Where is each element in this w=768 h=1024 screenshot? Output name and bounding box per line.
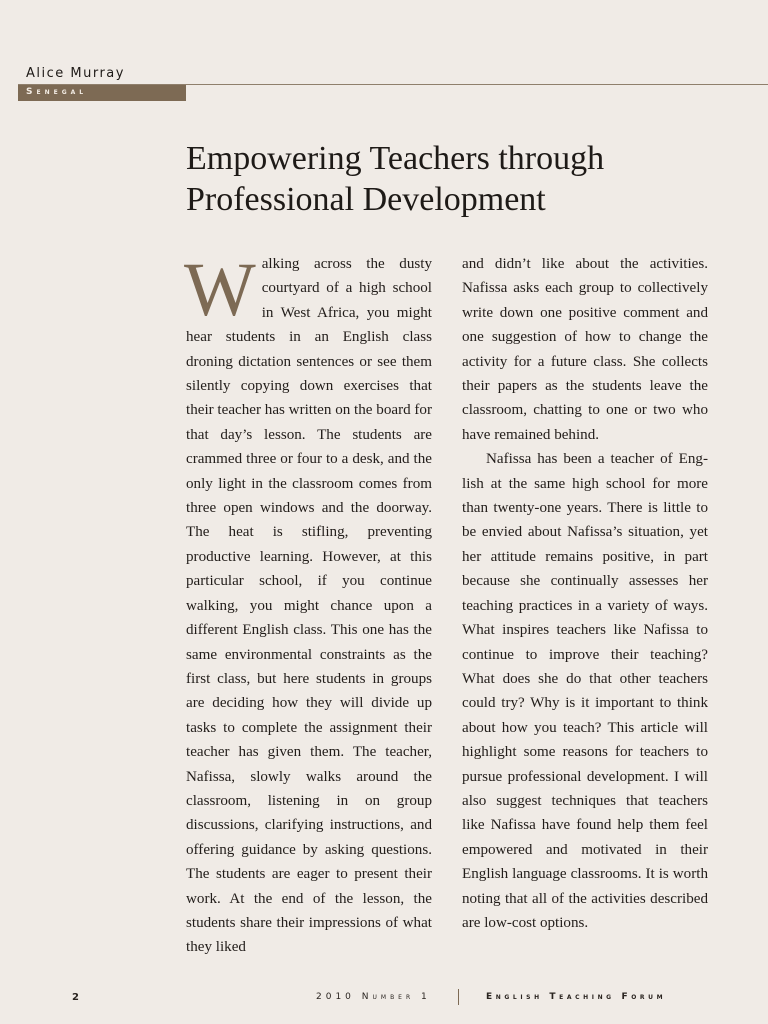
author-name: Alice Murray (26, 66, 125, 81)
left-column-text: alking across the dusty courtyard of a high school in West Africa, you might hear students in an English class droning dictation sentences or see them silently copying down exercises that their teacher has written on the board for that day’s lesson. The students are crammed three or four to a desk, and the only light in the classroom comes from three open windows and the doorway. The heat is stifling, preventing productive learning. However, at this particular school, if you continue walking, you might chance upon a different English class. This one has the same environmental constraints as the first class, but here students in groups are deciding how they will divide up tasks to complete the assignment their teacher has given them. The teacher, Nafissa, slowly walks around the classroom, listening in on group discussions, clarifying instructions, and offering guidance by asking questions. The students are eager to present their work. At the end of the lesson, the students share their impressions of what they liked (186, 256, 433, 956)
drop-cap: W (184, 248, 256, 332)
left-column (184, 248, 433, 960)
right-column-paragraph-2: Nafissa has been a teacher of English at the same high school for more than twenty-one years. There is little to be envied about Nafissa’s situation, yet her attitude remains positive, in part because she continually assesses her teaching practices in a variety of ways. What inspires teachers like Nafissa to continue to improve their teaching? What does she do that other teachers could try? Why is it important to think about how you teach? This article will highlight some reasons for teachers to pursue professional development. I will also suggest techniques that teachers like Nafissa have found help them feel empowered and motivated in their English language classrooms. It is worth noting that all of the activities described are low-cost options. (462, 451, 708, 931)
article-title: Empowering Teachers through Professional Development (186, 140, 605, 218)
intro-paragraph (184, 248, 433, 960)
footer-divider (458, 989, 459, 1005)
right-column (462, 252, 708, 935)
country-label: Senegal (26, 87, 88, 97)
country-banner (18, 85, 186, 101)
page-number: 2 (72, 992, 79, 1003)
right-column-paragraph-1: and didn’t like about the activities. Nafissa asks each group to collectively write down one positive comment and one suggestion of how to change the activity for a future class. She collects their papers as the students leave the classroom, chatting to one or two who have remained behind. (462, 256, 708, 443)
journal-name: English Teaching Forum (486, 992, 667, 1002)
issue-label: 2010 Number 1 (316, 992, 431, 1002)
page-footer (0, 992, 768, 1008)
